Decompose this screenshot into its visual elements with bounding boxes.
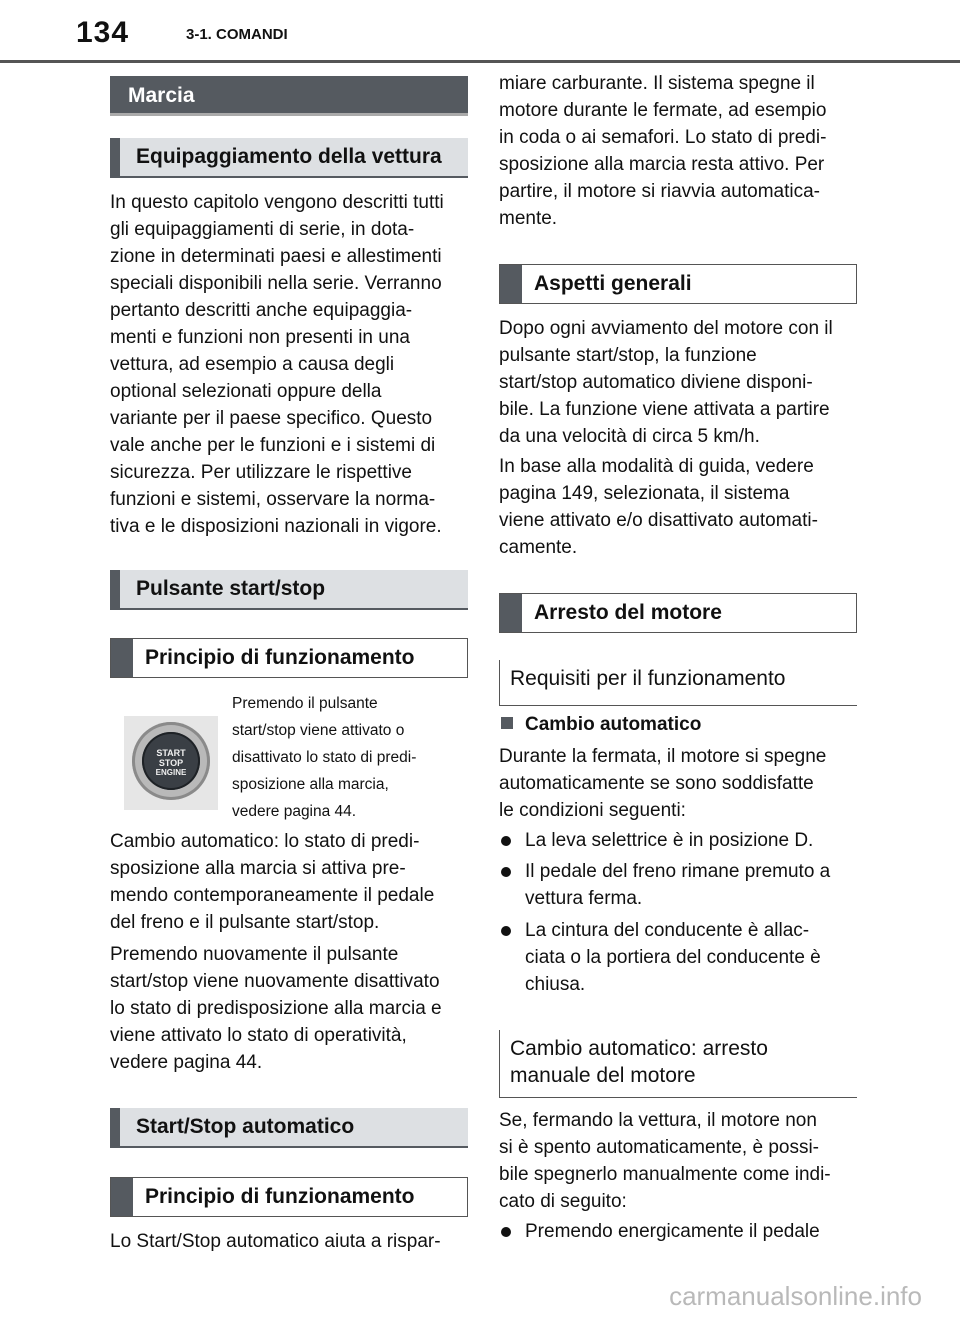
aspetti-text-2: In base alla modalità di guida, vedere pagina 149, selezionata, il sistema viene attivato e/o disattivato automati- camente.: [499, 456, 818, 558]
start-stop-engine-button-icon: START STOP ENGINE: [132, 722, 210, 800]
heading-arresto-manuale: Cambio automatico: arresto manuale del motore: [499, 1030, 857, 1098]
durante-text: Durante la fermata, il motore si spegne automaticamente se sono soddisfatte le condizioni seguenti:: [499, 746, 827, 821]
premendo-text: Premendo nuovamente il pulsante start/stop viene nuovamente disattivato lo stato di predisposizione alla marcia e viene attivato lo stato di operatività, vedere pagina 44.: [110, 944, 442, 1073]
heading-aspetti-generali: Aspetti generali: [499, 264, 857, 304]
page-number: 134: [76, 16, 130, 49]
section-heading-marcia: Marcia: [110, 76, 468, 116]
equipaggiamento-text: In questo capitolo vengono descritti tutti gli equipaggiamenti di serie, in dota- zione in determinati paesi e allestimenti speciali disponibili nella serie. Verranno pertanto descritti anche equipaggia- menti e funzioni non presenti in una vettura, ad esempio a causa degli optional selezionati oppure della variante per il paese specifico. Questo vale anche per le funzioni e i sistemi di sicurezza. Per utilizzare le rispettive funzioni e sistemi, osservare la norma- tiva e le disposizioni nazionali in vigore.: [110, 192, 444, 537]
square-bullet-icon: [501, 717, 513, 729]
se-text: Se, fermando la vettura, il motore non si è spento automaticamente, è possi- bile spegnerlo manualmente come indi- cato di seguito:: [499, 1110, 831, 1212]
watermark: carmanualsonline.info: [669, 1281, 922, 1311]
bullet-dot-icon: [501, 867, 511, 877]
page-header: [0, 0, 960, 64]
chapter-title: 3-1. COMANDI: [186, 26, 288, 43]
list-item: Premendo energicamente il pedale: [499, 1218, 857, 1245]
heading-principio-2: Principio di funzionamento: [110, 1177, 468, 1217]
heading-arresto-motore: Arresto del motore: [499, 593, 857, 633]
subheading-cambio-automatico: Cambio automatico: [499, 711, 883, 738]
button-caption: Premendo il pulsante start/stop viene attivato o disattivato lo stato di predi- sposizione alla marcia, vedere pagina 44.: [232, 695, 417, 820]
list-item: La cintura del conducente è allac- ciata o la portiera del conducente è chiusa.: [499, 917, 857, 998]
list-item: Il pedale del freno rimane premuto a vettura ferma.: [499, 858, 857, 912]
heading-requisiti: Requisiti per il funzionamento: [499, 660, 857, 706]
bullet-dot-icon: [501, 836, 511, 846]
bullet-dot-icon: [501, 926, 511, 936]
continuation-text: miare carburante. Il sistema spegne il motore durante le fermate, ad esempio in coda o ai semafori. Lo stato di predi- sposizione alla marcia resta attivo. Per partire, il motore si riavvia automatica- mente.: [499, 73, 827, 229]
bullet-dot-icon: [501, 1227, 511, 1237]
heading-start-stop-automatico: Start/Stop automatico: [110, 1108, 468, 1148]
header-rule: [0, 60, 960, 63]
heading-pulsante-start-stop: Pulsante start/stop: [110, 570, 468, 610]
start-stop-button-image: [124, 716, 218, 810]
start-stop-text: Lo Start/Stop automatico aiuta a rispar-: [110, 1231, 441, 1252]
cambio-automatico-text: Cambio automatico: lo stato di predi- sposizione alla marcia si attiva pre- mendo contemporaneamente il pedale del freno e il pulsante start/stop.: [110, 831, 435, 933]
list-item: La leva selettrice è in posizione D.: [499, 827, 857, 854]
aspetti-text-1: Dopo ogni avviamento del motore con il pulsante start/stop, la funzione start/stop automatico diviene disponi- bile. La funzione viene attivata a partire da una velocità di circa 5 km/h.: [499, 318, 833, 447]
heading-principio-1: Principio di funzionamento: [110, 638, 468, 678]
heading-equipaggiamento: Equipaggiamento della vettura: [110, 138, 468, 178]
